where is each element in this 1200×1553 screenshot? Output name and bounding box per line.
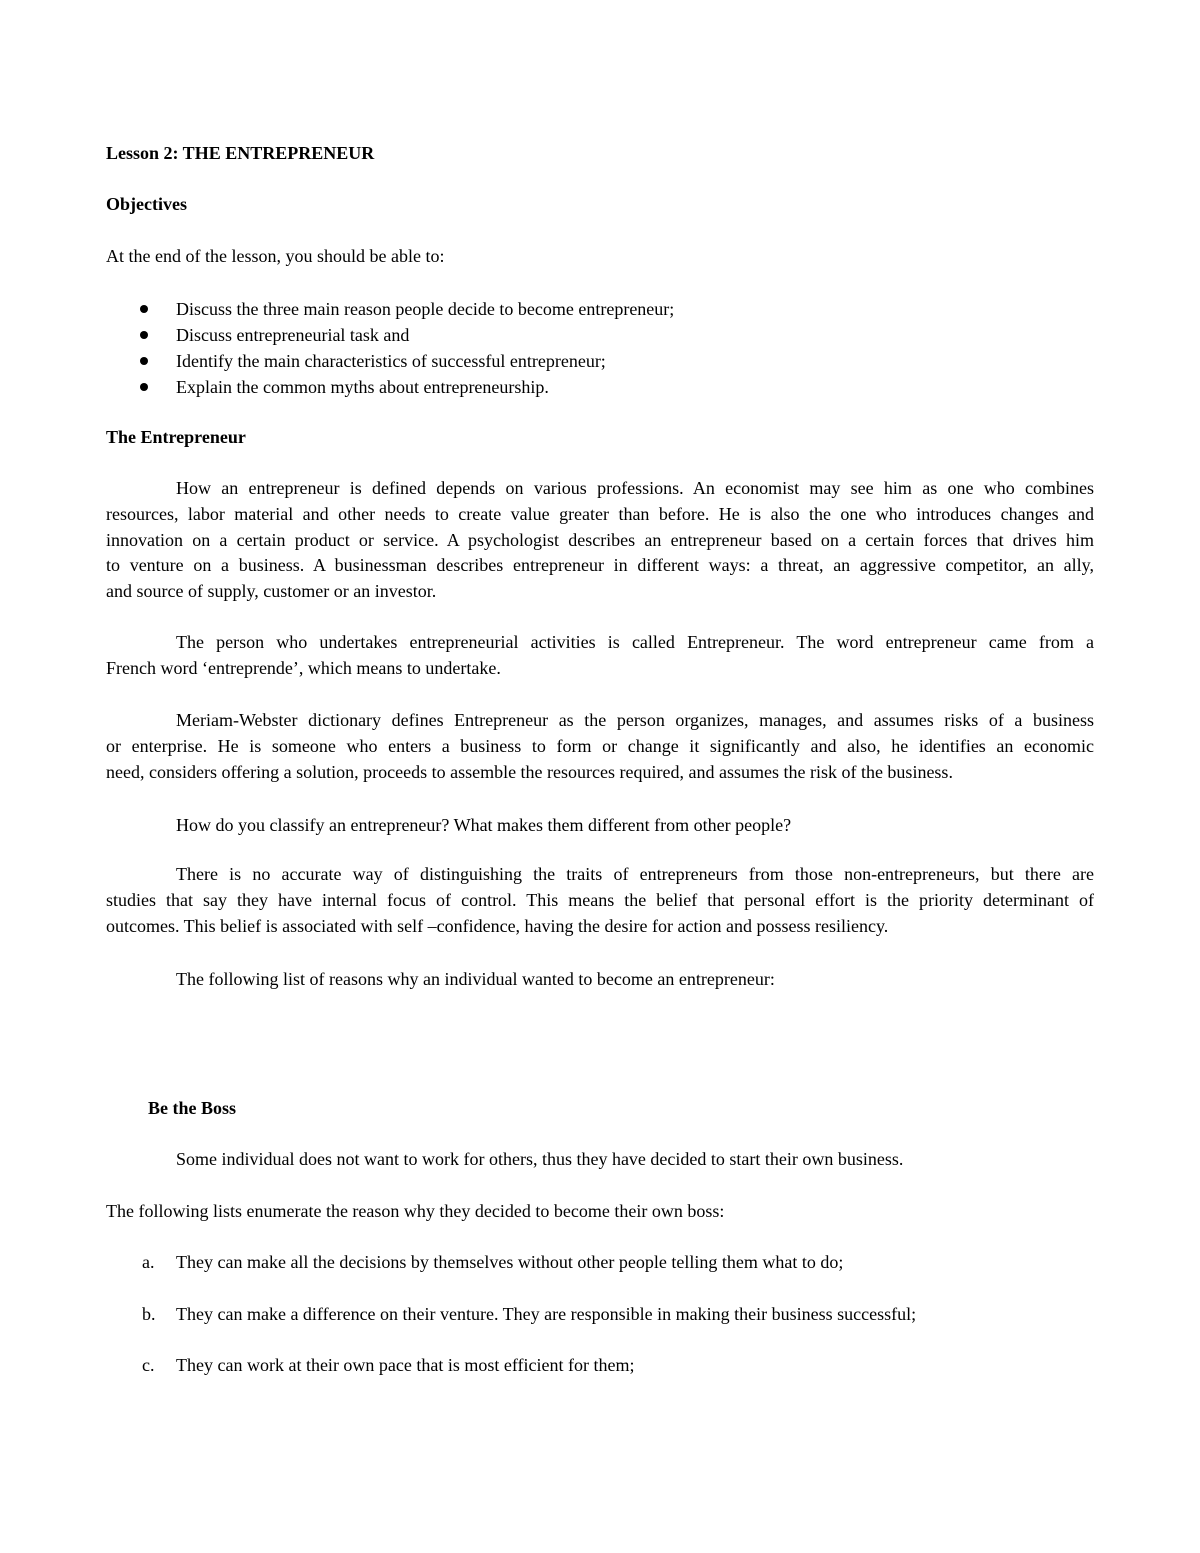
- objectives-heading: Objectives: [106, 194, 187, 214]
- list-marker: b.: [142, 1304, 156, 1324]
- objectives-intro: At the end of the lesson, you should be able to:: [106, 246, 445, 266]
- bullet-icon: [140, 305, 148, 313]
- paragraph-reasons-intro: The following list of reasons why an individual wanted to become an entrepreneur:: [176, 969, 775, 989]
- list-item: c. They can work at their own pace that is most efficient for them;: [142, 1352, 635, 1378]
- paragraph-word-origin: The person who undertakes entrepreneurial activities is called Entrepreneur. The word entrepreneur came from a French word ‘entreprende’, which means to undertake.: [106, 632, 1094, 678]
- paragraph-traits: There is no accurate way of distinguishing the traits of entrepreneurs from those non-entrepreneurs, but there are studies that say they have internal focus of control. This means the belief that personal effort is the priority determinant of outcomes. This belief is associated with self –confidence, having the desire for action and possess resiliency.: [106, 864, 1094, 936]
- list-marker: a.: [142, 1252, 155, 1272]
- boss-heading: Be the Boss: [148, 1098, 237, 1118]
- objective-item: Discuss entrepreneurial task and: [106, 322, 674, 348]
- list-marker: c.: [142, 1355, 155, 1375]
- list-item: b. They can make a difference on their venture. They are responsible in making their business successful;: [142, 1301, 916, 1327]
- lesson-title: Lesson 2: THE ENTREPRENEUR: [106, 143, 375, 163]
- boss-paragraph: Some individual does not want to work for others, thus they have decided to start their own business.: [176, 1149, 904, 1169]
- objective-item: Identify the main characteristics of successful entrepreneur;: [106, 348, 674, 374]
- boss-lists-intro: The following lists enumerate the reason why they decided to become their own boss:: [106, 1201, 725, 1221]
- objective-item: Discuss the three main reason people decide to become entrepreneur;: [106, 296, 674, 322]
- bullet-icon: [140, 357, 148, 365]
- paragraph-dictionary: Meriam-Webster dictionary defines Entrepreneur as the person organizes, manages, and assumes risks of a business or enterprise. He is someone who enters a business to form or change it significantly and also, he identifies an economic need, considers offering a solution, proceeds to assemble the resources required, and assumes the risk of the business.: [106, 710, 1094, 782]
- objectives-list: [106, 296, 674, 400]
- objective-item: Explain the common myths about entrepreneurship.: [106, 374, 674, 400]
- list-item: a. They can make all the decisions by themselves without other people telling them what to do;: [142, 1249, 843, 1275]
- paragraph-definition: How an entrepreneur is defined depends on various professions. An economist may see him as one who combines resources, labor material and other needs to create value greater than before. He is also the one who introduces changes and innovation on a certain product or service. A psychologist describes an entrepreneur based on a certain forces that drives him to venture on a business. A businessman describes entrepreneur in different ways: a threat, an aggressive competitor, an ally, and source of supply, customer or an investor.: [106, 478, 1094, 602]
- bullet-icon: [140, 383, 148, 391]
- section-heading: The Entrepreneur: [106, 427, 246, 447]
- paragraph-question: How do you classify an entrepreneur? What makes them different from other people?: [176, 815, 792, 835]
- bullet-icon: [140, 331, 148, 339]
